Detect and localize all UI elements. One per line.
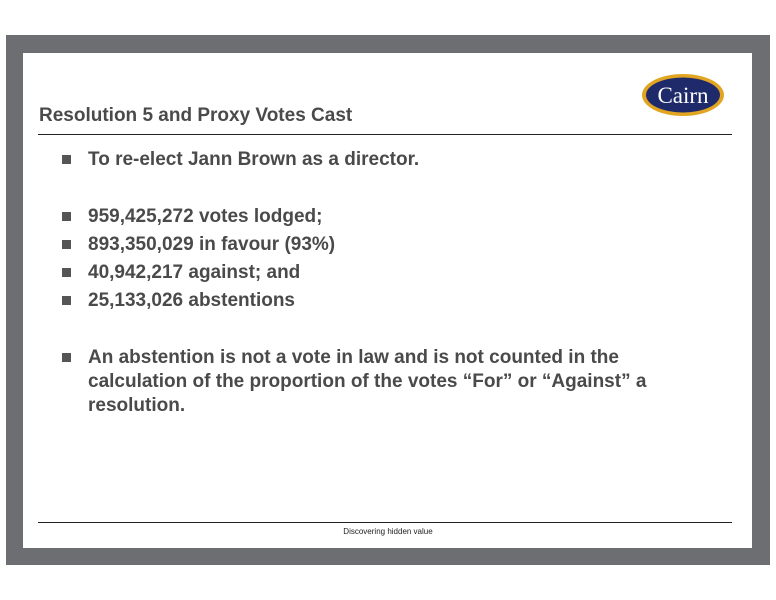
square-bullet-icon (62, 268, 71, 277)
square-bullet-icon (62, 212, 71, 221)
bullet-text: 25,133,026 abstentions (88, 290, 295, 311)
cairn-logo-text: Cairn (657, 83, 709, 108)
footer-divider (38, 522, 732, 523)
square-bullet-icon (62, 296, 71, 305)
bullet-text: An abstention is not a vote in law and is not counted in the calculation of the proportion of the votes “For” or “Against” a resolution. (88, 347, 647, 416)
bullet-item (62, 346, 678, 418)
footer-tagline: Discovering hidden value (343, 527, 433, 536)
bullet-item (62, 261, 300, 285)
bullet-item (62, 289, 295, 313)
bullet-text: 893,350,029 in favour (93%) (88, 234, 336, 255)
square-bullet-icon (62, 353, 71, 362)
bullet-text: 959,425,272 votes lodged; (88, 206, 323, 227)
square-bullet-icon (62, 155, 71, 164)
bullet-item (62, 148, 419, 172)
bullet-text: To re-elect Jann Brown as a director. (88, 149, 420, 170)
bullet-item (62, 233, 335, 257)
slide-title: Resolution 5 and Proxy Votes Cast (39, 105, 353, 126)
square-bullet-icon (62, 240, 71, 249)
bullet-item (62, 205, 322, 229)
cairn-logo (641, 73, 725, 117)
title-divider (38, 134, 732, 135)
bullet-text: 40,942,217 against; and (88, 262, 301, 283)
